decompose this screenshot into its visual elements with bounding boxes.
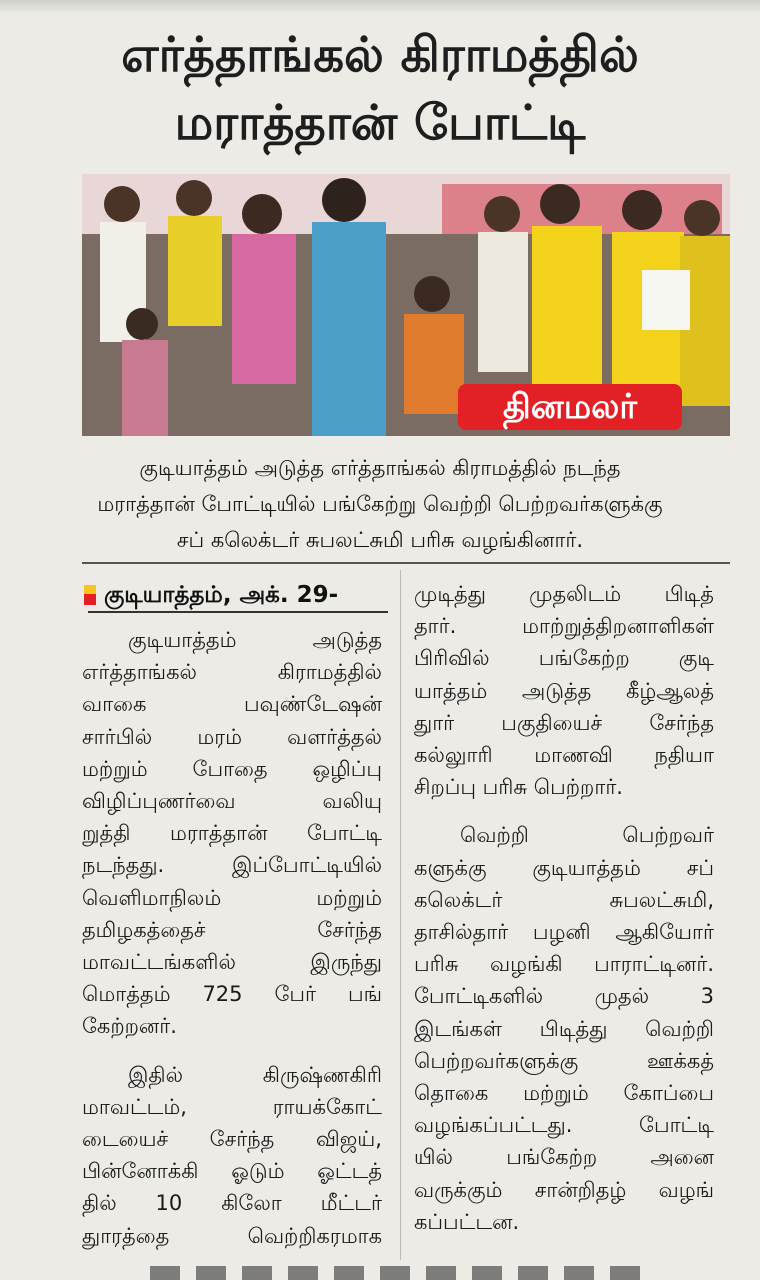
text-line: பிரிவில் பங்கேற்ற குடி [414, 646, 714, 671]
caption-line: சப் கலெக்டர் சுபலட்சுமி பரிசு வழங்கினார். [176, 528, 584, 552]
text-line: தார். மாற்றுத்திறனாளிகள் [414, 614, 714, 639]
newspaper-logo-badge: தினமலர் [458, 384, 682, 430]
text-line: யில் பங்கேற்ற அனை [414, 1145, 714, 1170]
text-line: தமிழகத்தைச் சேர்ந்த [82, 917, 382, 942]
text-line: பெற்றவர்களுக்கு ஊக்கத் [414, 1048, 714, 1073]
bullet-marker-icon [84, 585, 96, 605]
text-line: மற்றும் போதை ஒழிப்பு [82, 756, 382, 781]
text-line: தொகை மற்றும் கோப்பை [414, 1081, 714, 1106]
caption-line: குடியாத்தம் அடுத்த எர்த்தாங்கல் கிராமத்தில் நடந்த [139, 456, 621, 480]
text-line: துாரத்தை வெற்றிகரமாக [82, 1223, 382, 1248]
text-line: கல்லுாரி மாணவி நதியா [414, 743, 714, 768]
dateline-text: குடியாத்தம், அக். 29- [104, 582, 339, 608]
text-line: தாசில்தார் பழனி ஆகியோர் [414, 920, 714, 945]
text-line: வழங்கப்பட்டது. போட்டி [414, 1113, 714, 1138]
cut-text-strip-bottom [150, 1266, 650, 1280]
text-line: இதில் கிருஷ்ணகிரி [128, 1062, 382, 1087]
text-line: மாவட்டம், ராயக்கோட் [82, 1094, 382, 1119]
text-line: முடித்து முதலிடம் பிடித் [414, 582, 714, 606]
section-divider [82, 562, 730, 564]
text-line: றுத்தி மராத்தான் போட்டி [82, 821, 382, 846]
text-line: விழிப்புணர்வை வலியு [82, 789, 382, 814]
text-line: வெளிமாநிலம் மற்றும் [82, 885, 382, 910]
headline-line-2: மராத்தான் போட்டி [174, 95, 586, 151]
text-line: டையைச் சேர்ந்த விஜய், [82, 1127, 382, 1152]
text-line: களுக்கு குடியாத்தம் சப் [414, 855, 714, 880]
text-line: வெற்றி பெற்றவர் [460, 823, 714, 848]
text-line: சிறப்பு பரிசு பெற்றார். [414, 775, 623, 800]
text-line: நடந்தது. இப்போட்டியில் [82, 853, 382, 878]
text-line: வருக்கும் சான்றிதழ் வழங் [414, 1177, 714, 1202]
text-line: போட்டிகளில் முதல் 3 [414, 984, 714, 1009]
headline-line-1: எர்த்தாங்கல் கிராமத்தில் [121, 27, 639, 83]
text-line: கலெக்டர் சுபலட்சுமி, [414, 887, 714, 912]
text-line: வாகை பவுண்டேஷன் [82, 692, 382, 717]
text-line: பின்னோக்கி ஓடும் ஓட்டத் [82, 1159, 382, 1184]
text-line: பரிசு வழங்கி பாராட்டினர். [414, 952, 714, 977]
text-line: சார்பில் மரம் வளர்த்தல் [82, 724, 382, 749]
text-line: துார் பகுதியைச் சேர்ந்த [414, 710, 714, 735]
text-line: தில் 10 கிலோ மீட்டர் [82, 1191, 382, 1216]
cut-text-strip [0, 0, 760, 14]
column-divider [400, 570, 401, 1260]
text-line: கப்பட்டன. [414, 1209, 520, 1234]
dateline [84, 578, 338, 612]
caption-line: மராத்தான் போட்டியில் பங்கேற்று வெற்றி பெற்றவர்களுக்கு [97, 492, 663, 516]
text-line: குடியாத்தம் அடுத்த [128, 628, 382, 652]
dateline-underline [88, 611, 388, 613]
article-column-left [82, 624, 382, 1252]
text-line: மாவட்டங்களில் இருந்து [82, 950, 382, 975]
article-column-right [414, 578, 714, 1238]
text-line: கேற்றனர். [82, 1014, 177, 1039]
text-line: மொத்தம் 725 பேர் பங் [82, 982, 382, 1007]
text-line: இடங்கள் பிடித்து வெற்றி [414, 1016, 714, 1041]
text-line: யாத்தம் அடுத்த கீழ்ஆலத் [414, 678, 714, 703]
text-line: எர்த்தாங்கல் கிராமத்தில் [82, 660, 382, 685]
